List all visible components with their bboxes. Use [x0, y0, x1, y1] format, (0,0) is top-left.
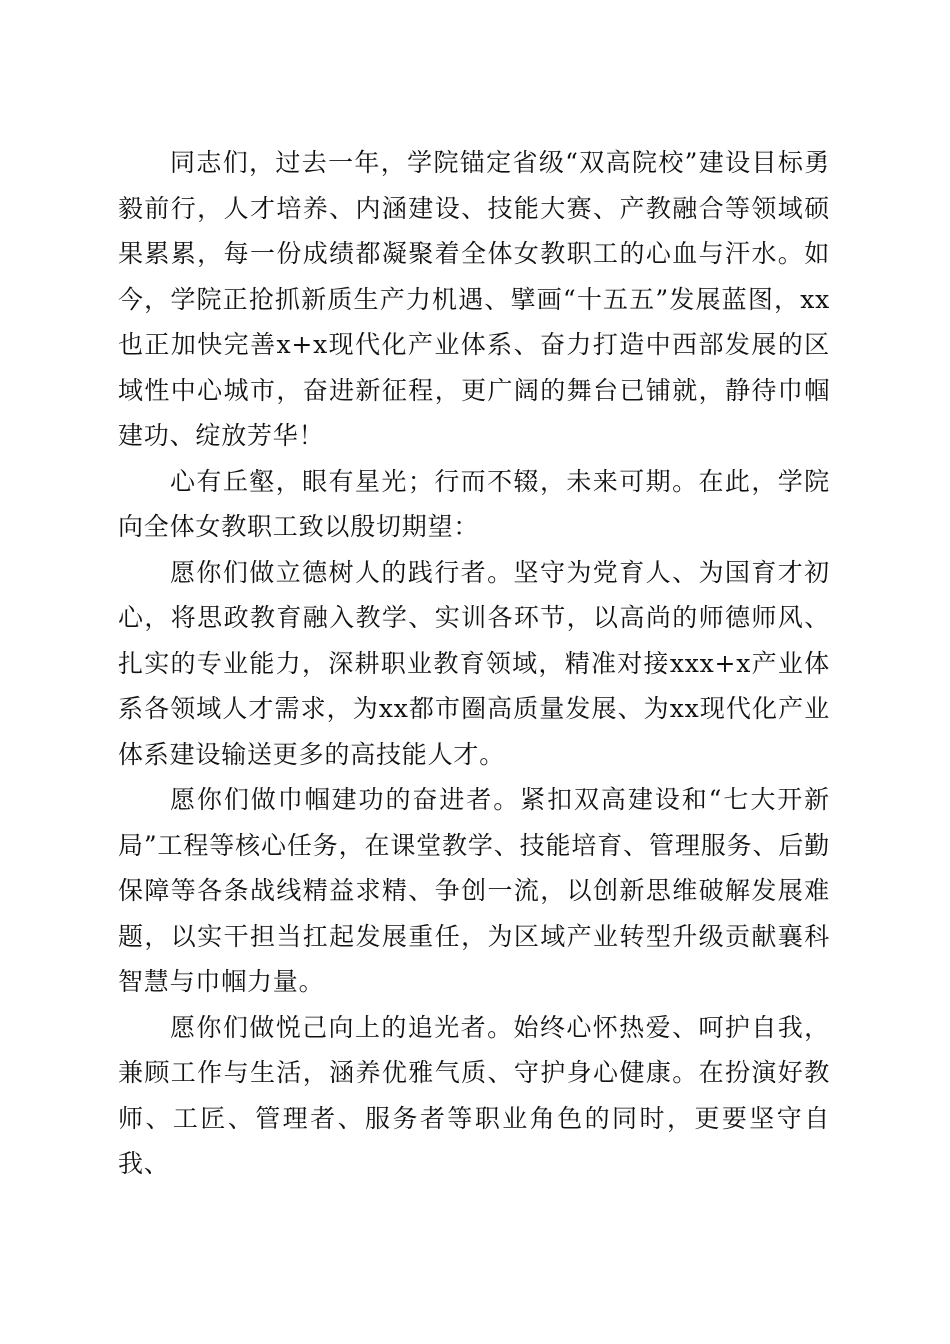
- document-body: [118, 140, 830, 1187]
- paragraph-expectation-intro: 心有丘壑，眼有星光；行而不辍，未来可期。在此，学院向全体女教职工致以殷切期望：: [118, 466, 830, 541]
- paragraph-review: 同志们，过去一年，学院锚定省级“双高院校”建设目标勇毅前行，人才培养、内涵建设、技能大赛、产教融合等领域硕果累累，每一份成绩都凝聚着全体女教职工的心血与汗水。如今，学院正抢抓新质生产力机遇、擘画“十五五”发展蓝图，xx也正加快完善x+x现代化产业体系、奋力打造中西部发展的区域性中心城市，奋进新征程，更广阔的舞台已铺就，静待巾帼建功、绽放芳华！: [118, 148, 830, 450]
- paragraph-self-care: 愿你们做悦己向上的追光者。始终心怀热爱、呵护自我，兼顾工作与生活，涵养优雅气质、守护身心健康。在扮演好教师、工匠、管理者、服务者等职业角色的同时，更要坚守自我、: [118, 1012, 830, 1178]
- paragraph-achievement: 愿你们做巾帼建功的奋进者。紧扣双高建设和“七大开新局”工程等核心任务，在课堂教学、技能培育、管理服务、后勤保障等各条战线精益求精、争创一流，以创新思维破解发展难题，以实干担当扛起发展重任，为区域产业转型升级贡献襄科智慧与巾帼力量。: [118, 785, 830, 996]
- paragraph-moral-education: 愿你们做立德树人的践行者。坚守为党育人、为国育才初心，将思政教育融入教学、实训各环节，以高尚的师德师风、扎实的专业能力，深耕职业教育领域，精准对接xxx+x产业体系各领域人才需求，为xx都市圈高质量发展、为xx现代化产业体系建设输送更多的高技能人才。: [118, 557, 830, 769]
